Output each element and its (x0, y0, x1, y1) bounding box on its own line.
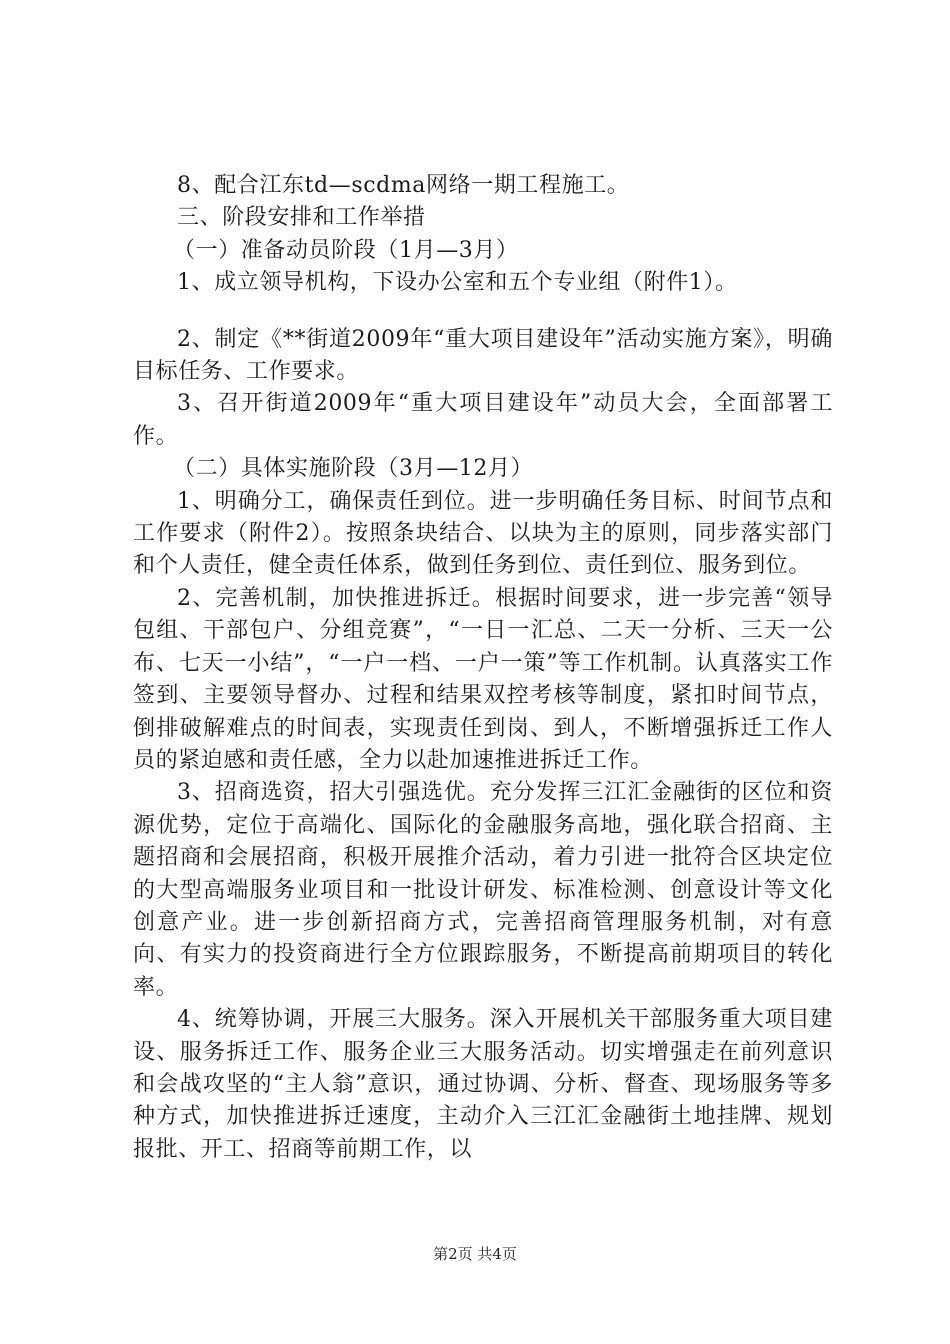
paragraph-prep-1: 1、成立领导机构，下设办公室和五个专业组（附件1）。 (177, 270, 738, 296)
paragraph-impl-3: 3、招商选资，招大引强选优。充分发挥三江汇金融街的区位和资源优势，定位于高端化、国际化的金融服务高地，强化联合招商、主题招商和会展招商，积极开展推介活动，着力引进一批符合区块定位的大型高端服务业项目和一批设计研发、标准检测、创意设计等文化创意产业。进一步创新招商方式，完善招商管理服务机制，对有意向、有实力的投资商进行全方位跟踪服务，不断提高前期项目的转化率。 (133, 780, 833, 1000)
page-number-label: 第2页 共4页 (433, 1245, 517, 1263)
subsection-heading-impl: （二）具体实施阶段（3月—12月） (173, 456, 534, 482)
subsection-heading-prep: （一）准备动员阶段（1月—3月） (173, 237, 519, 263)
section-heading-3: 三、阶段安排和工作举措 (177, 205, 426, 231)
paragraph-item-8: 8、配合江东td—scdma网络一期工程施工。 (177, 173, 630, 198)
document-body (133, 170, 833, 1166)
paragraph-impl-1: 1、明确分工，确保责任到位。进一步明确任务目标、时间节点和工作要求（附件2）。按照条块结合、以块为主的原则，同步落实部门和个人责任，健全责任体系，做到任务到位、责任到位、服务到位。 (133, 488, 833, 579)
paragraph-prep-3: 3、召开街道2009年“重大项目建设年”动员大会，全面部署工作。 (133, 391, 833, 449)
page-footer (0, 1243, 950, 1264)
paragraph-prep-2: 2、制定《**街道2009年“重大项目建设年”活动实施方案》，明确目标任务、工作要求。 (133, 326, 833, 385)
paragraph-impl-2: 2、完善机制，加快推进拆迁。根据时间要求，进一步完善“领导包组、干部包户、分组竞赛”，“一日一汇总、二天一分析、三天一公布、七天一小结”，“一户一档、一户一策”等工作机制。认真落实工作签到、主要领导督办、过程和结果双控考核等制度，紧扣时间节点，倒排破解难点的时间表，实现责任到岗、到人，不断增强拆迁工作人员的紧迫感和责任感，全力以赴加速推进拆迁工作。 (133, 585, 833, 773)
paragraph-impl-4: 4、统筹协调，开展三大服务。深入开展机关干部服务重大项目建设、服务拆迁工作、服务企业三大服务活动。切实增强走在前列意识和会战攻坚的“主人翁”意识，通过协调、分析、督查、现场服务等多种方式，加快推进拆迁速度，主动介入三江汇金融街土地挂牌、规划报批、开工、招商等前期工作，以 (133, 1007, 833, 1162)
